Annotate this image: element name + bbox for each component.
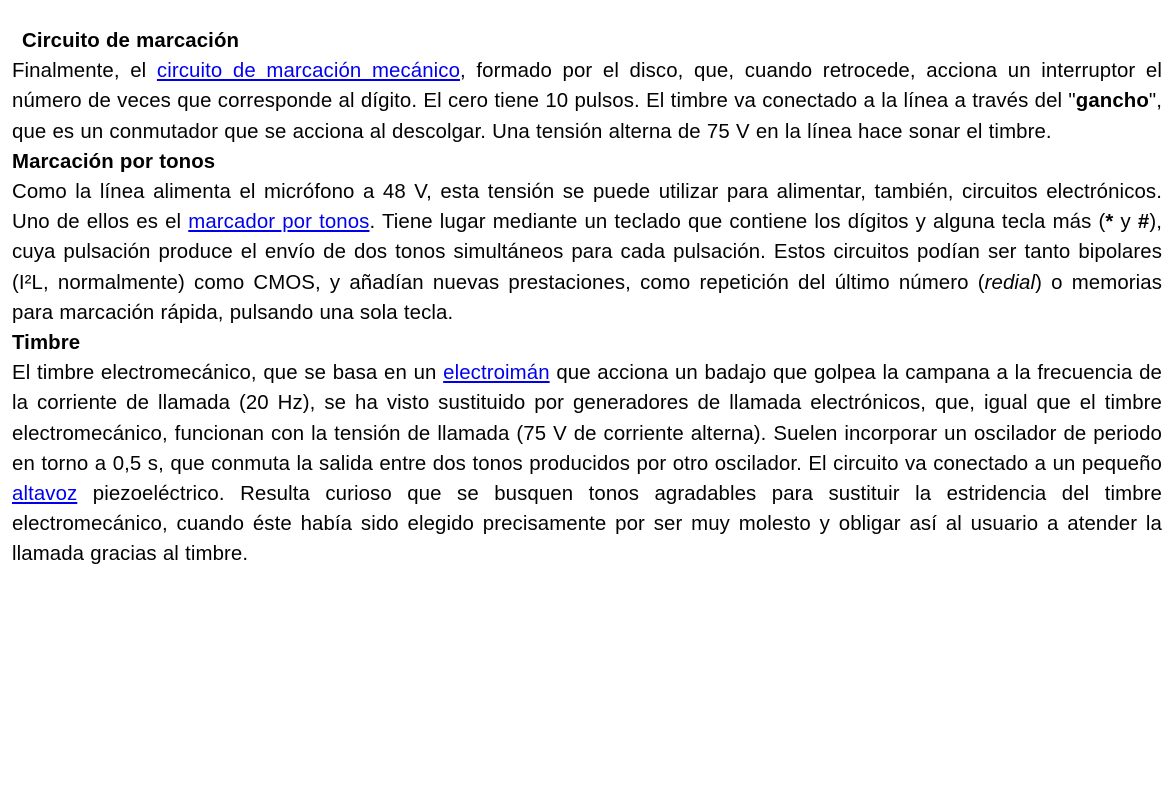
text-run: piezoeléctrico. Resulta curioso que se busquen tonos agradables para sustituir la estridencia del timbre electromecánico, cuando éste había sido elegido precisamente por ser muy molesto y obligar así al usuario a atender la llamada gracias al timbre. [12,483,1162,566]
italic-redial: redial [984,271,1036,294]
paragraph-timbre [12,358,1162,569]
bold-hash: # [1137,211,1150,234]
bold-asterisk: * [1105,211,1114,234]
heading-timbre: Timbre [12,332,81,355]
paragraph-circuito-de-marcacion [12,56,1162,147]
text-run: Como la línea alimenta el micrófono a 48 V, esta tensión se puede utilizar para alimentar, también, circuitos electrónicos. Uno de ellos es el [12,181,1162,234]
text-run: ) o memorias para marcación rápida, pulsando una sola tecla. [12,271,1163,324]
link-altavoz[interactable]: altavoz [12,483,78,506]
text-run: Finalmente, el [12,60,157,83]
link-electroiman[interactable]: electroimán [443,362,550,385]
link-marcador-por-tonos[interactable]: marcador por tonos [188,211,370,234]
text-run: que acciona un badajo que golpea la campana a la frecuencia de la corriente de llamada (20 Hz), se ha visto sustituido por generadores de llamada electrónicos, que, igual que el timbre electromecánico, funcionan con la tensión de llamada (75 V de corriente alterna). Suelen incorporar un oscilador de periodo en torno a 0,5 s, que conmuta la salida entre dos tonos producidos por otro oscilador. El circuito va conectado a un pequeño [12,362,1162,475]
text-run: y [1113,211,1138,234]
text-run: El timbre electromecánico, que se basa en un [12,362,444,385]
text-run: ), cuya pulsación produce el envío de dos tonos simultáneos para cada pulsación. Estos circuitos podían ser tanto bipolares (I²L, normalmente) como CMOS, y añadían nuevas prestaciones, como repetición del último número ( [12,211,1162,294]
heading-circuito-de-marcacion: Circuito de marcación [22,30,240,52]
text-run: , formado por el disco, que, cuando retrocede, acciona un interruptor el número de veces que corresponde al dígito. El cero tiene 10 pulsos. El timbre va conectado a la línea a través del " [12,60,1162,113]
text-run: . Tiene lugar mediante un teclado que contiene los dígitos y alguna tecla más ( [369,211,1106,234]
paragraph-marcacion-por-tonos [12,177,1162,328]
link-circuito-de-marcacion-mecanico[interactable]: circuito de marcación mecánico [156,60,461,83]
bold-gancho: gancho [1075,90,1149,113]
document-body [12,26,1162,570]
heading-marcacion-por-tonos: Marcación por tonos [12,150,216,173]
text-run: ", que es un conmutador que se acciona al descolgar. Una tensión alterna de 75 V en la línea hace sonar el timbre. [12,90,1162,143]
